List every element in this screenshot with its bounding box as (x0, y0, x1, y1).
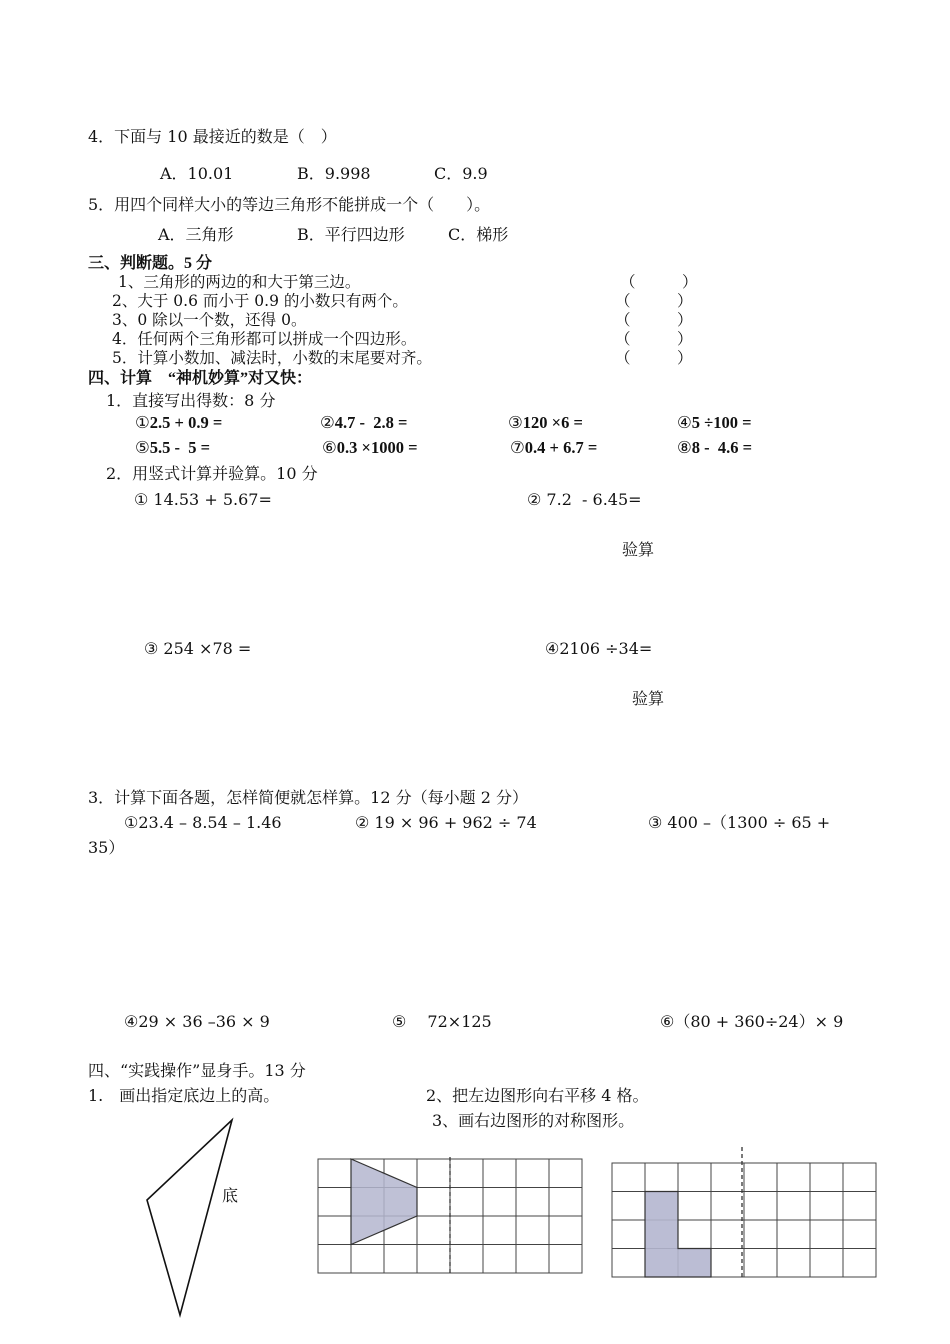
q5-question: 5．用四个同样大小的等边三角形不能拼成一个（ ）。 (88, 195, 491, 214)
triangle-figure (140, 1115, 240, 1320)
simplify-item-3-cont: 35） (88, 838, 125, 857)
direct-item-6: ⑥0.3 ×1000 = (322, 438, 418, 457)
q5-option-c: C．梯形 (448, 225, 509, 244)
simplify-item-1: ①23.4 – 8.54 – 1.46 (124, 813, 282, 832)
q5-option-a: A．三角形 (158, 225, 234, 244)
simplify-item-5: ⑤ 72×125 (392, 1012, 492, 1031)
symmetry-grid (608, 1147, 880, 1279)
simplify-item-2: ② 19 × 96 + 962 ÷ 74 (355, 813, 537, 832)
q4-question: 4．下面与 10 最接近的数是（ ） (88, 127, 337, 146)
judge-paren-5: （ ） (615, 349, 693, 367)
judge-paren-4: （ ） (615, 330, 693, 348)
judge-paren-1: （ ） (620, 273, 698, 291)
simplify-label: 3．计算下面各题，怎样简便就怎样算。12 分（每小题 2 分） (88, 788, 528, 807)
judge-paren-3: （ ） (615, 311, 693, 329)
simplify-item-4: ④29 × 36 –36 × 9 (124, 1012, 270, 1031)
vertical-label: 2．用竖式计算并验算。10 分 (106, 464, 318, 483)
q4-option-a: A．10.01 (160, 164, 234, 183)
judge-paren-2: （ ） (615, 292, 693, 310)
calc-heading: 四、计算 “神机妙算”对又快： (88, 370, 313, 387)
practice-q1: 1. 画出指定底边上的高。 (88, 1086, 280, 1105)
practice-q3: 3、画右边图形的对称图形。 (432, 1111, 635, 1130)
judge-item-4: 4．任何两个三角形都可以拼成一个四边形。 (112, 330, 417, 348)
base-label: 底 (222, 1186, 239, 1205)
vertical-item-3: ③ 254 ×78 = (144, 639, 252, 658)
judge-item-2: 2、大于 0.6 而小于 0.9 的小数只有两个。 (112, 292, 408, 310)
direct-item-4: ④5 ÷100 = (677, 413, 752, 432)
q4-option-c: C．9.9 (434, 164, 488, 183)
simplify-item-3: ③ 400 –（1300 ÷ 65 + (648, 813, 831, 832)
vertical-item-2: ② 7.2 - 6.45= (527, 490, 642, 509)
direct-label: 1．直接写出得数：8 分 (106, 391, 276, 410)
judge-item-1: 1、三角形的两边的和大于第三边。 (118, 273, 361, 291)
judge-item-3: 3、0 除以一个数，还得 0。 (112, 311, 307, 329)
translation-grid (316, 1157, 586, 1277)
vertical-item-1: ① 14.53 + 5.67= (134, 490, 272, 509)
direct-item-5: ⑤5.5 - 5 = (135, 438, 211, 457)
practice-q2: 2、把左边图形向右平移 4 格。 (426, 1086, 649, 1105)
q5-option-b: B．平行四边形 (297, 225, 405, 244)
q4-option-b: B．9.998 (297, 164, 371, 183)
direct-item-3: ③120 ×6 = (508, 413, 583, 432)
judge-heading: 三、判断题。5 分 (88, 255, 213, 272)
direct-item-7: ⑦0.4 + 6.7 = (510, 438, 598, 457)
vertical-check-1: 验算 (622, 540, 655, 559)
direct-item-8: ⑧8 - 4.6 = (677, 438, 753, 457)
direct-item-2: ②4.7 - 2.8 = (320, 413, 408, 432)
direct-item-1: ①2.5 + 0.9 = (135, 413, 223, 432)
judge-item-5: 5．计算小数加、减法时，小数的末尾要对齐。 (112, 349, 432, 367)
vertical-item-4: ④2106 ÷34= (545, 639, 653, 658)
l-shape (645, 1192, 711, 1278)
simplify-item-6: ⑥（80 + 360÷24）× 9 (660, 1012, 844, 1031)
practice-heading: 四、“实践操作”显身手。13 分 (88, 1061, 306, 1080)
vertical-check-2: 验算 (632, 689, 665, 708)
